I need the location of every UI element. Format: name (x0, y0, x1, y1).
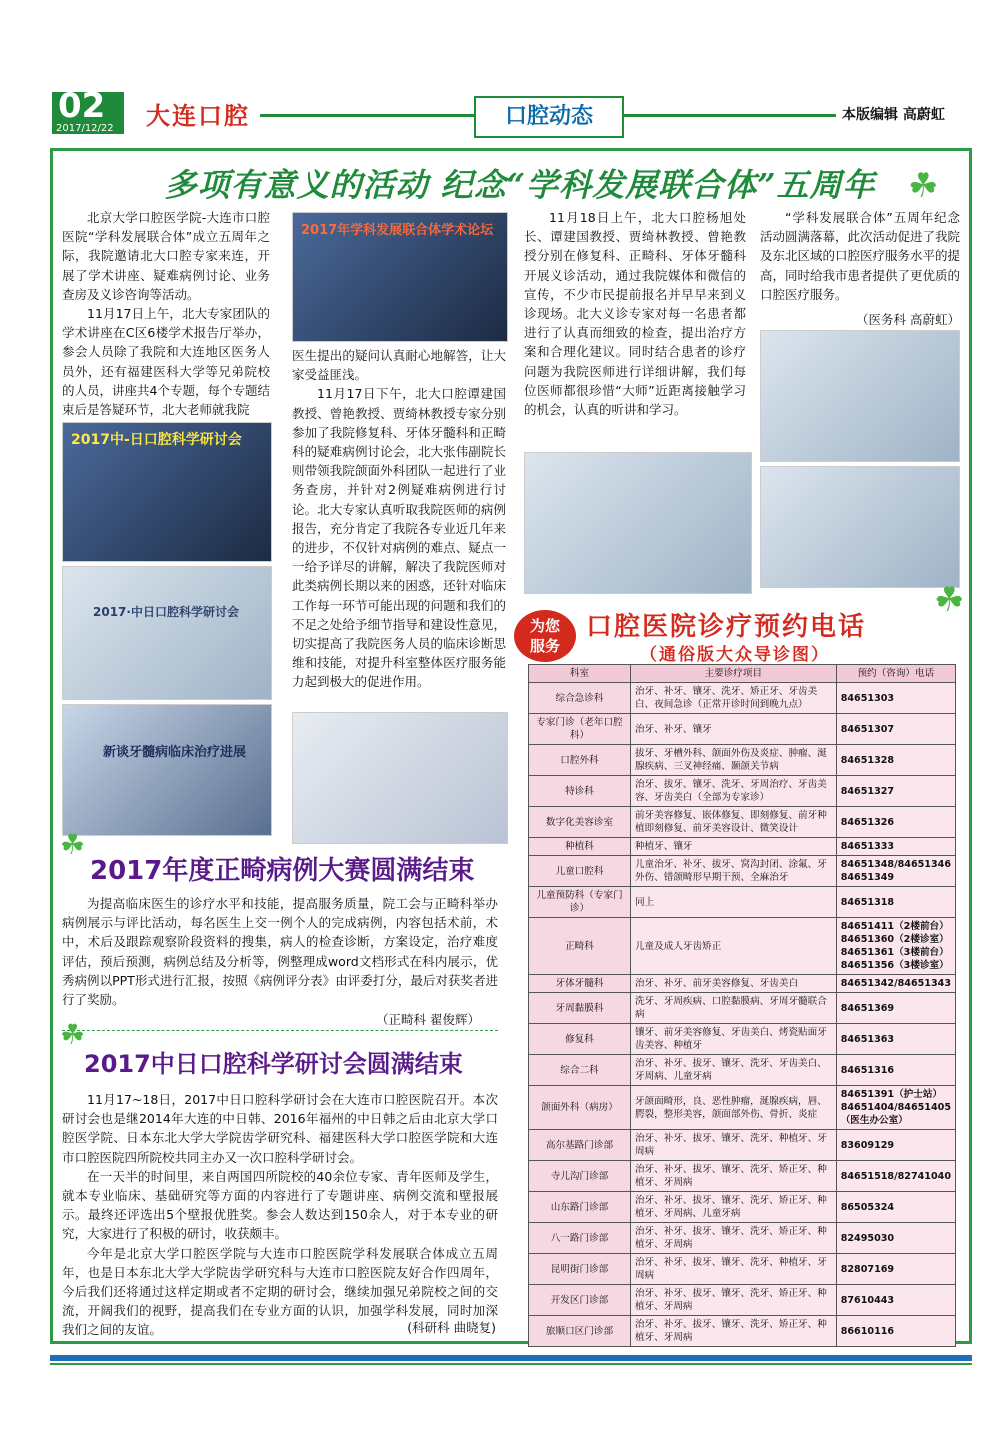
clover-icon: ☘ (934, 580, 965, 620)
issue-date: 2017/12/22 (56, 123, 114, 134)
schedule-cell-dept: 高尔基路门诊部 (529, 1130, 631, 1161)
schedule-cell-svc: 治牙、补牙、镶牙 (630, 714, 836, 745)
article1-col3 (524, 208, 746, 419)
schedule-cell-phone: 84651307 (836, 714, 955, 745)
schedule-cell-phone: 84651328 (836, 745, 955, 776)
schedule-cell-dept: 修复科 (529, 1024, 631, 1055)
schedule-row (529, 993, 956, 1024)
schedule-cell-phone: 86505324 (836, 1192, 955, 1223)
schedule-cell-svc: 治牙、补牙、前牙美容修复、牙齿美白 (630, 975, 836, 993)
schedule-cell-dept: 开发区门诊部 (529, 1285, 631, 1316)
article1-signature: （医务科 高蔚虹） (856, 312, 960, 327)
schedule-row (529, 1254, 956, 1285)
clover-icon: ☘ (60, 1018, 86, 1051)
schedule-cell-dept: 寺儿沟门诊部 (529, 1161, 631, 1192)
photo-clinic-team (760, 466, 960, 588)
photo-caption: 新谈牙髓病临床治疗进展 (103, 745, 247, 760)
schedule-row (529, 887, 956, 918)
schedule-cell-svc: 种植牙、镶牙 (630, 838, 836, 856)
schedule-cell-dept: 综合二科 (529, 1055, 631, 1086)
schedule-subtitle: （通俗版大众导诊图） (640, 645, 830, 665)
schedule-table-wrap (528, 664, 956, 1347)
schedule-cell-dept: 牙体牙髓科 (529, 975, 631, 993)
photo-forum (292, 212, 508, 342)
schedule-cell-phone: 84651327 (836, 776, 955, 807)
schedule-cell-dept: 昆明街门诊部 (529, 1254, 631, 1285)
schedule-cell-dept: 儿童预防科（专家门诊） (529, 887, 631, 918)
schedule-cell-dept: 综合急诊科 (529, 683, 631, 714)
schedule-cell-svc: 治牙、补牙、拔牙、镶牙、洗牙、矫正牙、种植牙、牙周病 (630, 1285, 836, 1316)
section-title: 口腔动态 (474, 96, 624, 138)
schedule-row (529, 745, 956, 776)
schedule-cell-svc: 同上 (630, 887, 836, 918)
service-badge-line1: 为您 (529, 617, 560, 635)
schedule-row (529, 1086, 956, 1130)
schedule-cell-phone: 84651326 (836, 807, 955, 838)
schedule-cell-svc: 洗牙、牙周疾病、口腔黏膜病、牙周牙髓联合病 (630, 993, 836, 1024)
schedule-cell-phone: 84651369 (836, 993, 955, 1024)
footer-bar-thin (50, 1363, 972, 1365)
article3-signature: (科研科 曲晓复) (407, 1320, 496, 1335)
schedule-cell-phone: 87610443 (836, 1285, 955, 1316)
schedule-cell-dept: 数字化美容诊室 (529, 807, 631, 838)
article3-p1: 11月17~18日，2017中日口腔科学研讨会在大连市口腔医院召开。本次研讨会也是继2014年大连的中日韩、2016年福州的中日韩之后由北京大学口腔医学院、日本东北大学大学院齿学研究科、福建医科大学口腔医学院和大连市口腔医院四所院校共同主办又一次口腔科学研讨会。 (62, 1092, 498, 1165)
clover-icon: ☘ (60, 828, 86, 861)
schedule-cell-dept: 旅顺口区门诊部 (529, 1316, 631, 1347)
editor-credit: 本版编辑 高蔚虹 (842, 107, 945, 123)
photo-caption: 2017·中日口腔科学研讨会 (93, 605, 239, 619)
schedule-cell-svc: 前牙美容修复、嵌体修复、即刻修复、前牙种植即刻修复、前牙美容设计、微笑设计 (630, 807, 836, 838)
schedule-row (529, 1316, 956, 1347)
schedule-cell-dept: 牙周黏膜科 (529, 993, 631, 1024)
schedule-row (529, 1223, 956, 1254)
schedule-row (529, 856, 956, 887)
schedule-cell-phone: 84651303 (836, 683, 955, 714)
photo-symposium-banner (62, 566, 272, 700)
schedule-cell-svc: 镶牙、前牙美容修复、牙齿美白、烤瓷贴面牙齿美容、种植牙 (630, 1024, 836, 1055)
article1-col4 (760, 208, 960, 304)
schedule-cell-svc: 儿童治牙、补牙、拔牙、窝沟封闭、涂氟、牙外伤、错颌畸形早期干预、全麻治牙 (630, 856, 836, 887)
schedule-cell-phone: 84651411（2楼前台） 84651360（2楼诊室） 84651361（3楼前台） 84651356（3楼诊室） (836, 918, 955, 975)
article3-body (62, 1090, 498, 1340)
footer-bar (50, 1355, 972, 1361)
article3-title: 2017中日口腔科学研讨会圆满结束 (84, 1050, 463, 1078)
schedule-cell-phone: 82495030 (836, 1223, 955, 1254)
photo-endo-lecture (62, 704, 272, 836)
schedule-cell-svc: 儿童及成人牙齿矫正 (630, 918, 836, 975)
schedule-cell-dept: 颌面外科（病房） (529, 1086, 631, 1130)
schedule-row (529, 918, 956, 975)
clover-icon: ☘ (908, 166, 939, 206)
header-rule-right (620, 114, 836, 117)
section-divider (62, 1030, 498, 1032)
schedule-cell-svc: 治牙、补牙、拔牙、镶牙、洗牙、牙齿美白、牙周病、儿童牙病 (630, 1055, 836, 1086)
schedule-cell-phone: 84651348/84651346 84651349 (836, 856, 955, 887)
schedule-cell-phone: 84651391（护士站） 84651404/84651405 （医生办公室） (836, 1086, 955, 1130)
schedule-row (529, 1055, 956, 1086)
photo-caption: 2017年学科发展联合体学术论坛 (301, 223, 494, 238)
schedule-cell-dept: 专家门诊（老年口腔科） (529, 714, 631, 745)
schedule-cell-phone: 86610116 (836, 1316, 955, 1347)
schedule-row (529, 1161, 956, 1192)
header-rule-left (260, 114, 474, 117)
schedule-cell-dept: 特诊科 (529, 776, 631, 807)
schedule-row (529, 1285, 956, 1316)
service-badge (514, 610, 576, 662)
photo-clinic-consultation (524, 452, 752, 594)
article1-col2-p1: 医生提出的疑问认真耐心地解答，让大家受益匪浅。 (292, 348, 506, 383)
article2-signature: （正畸科 翟俊辉） (376, 1012, 480, 1027)
schedule-cell-svc: 治牙、补牙、拔牙、镶牙、洗牙、矫正牙、种植牙、牙周病 (630, 1161, 836, 1192)
article1-col1-p1: 北京大学口腔医学院-大连市口腔医院“学科发展联合体”成立五周年之际，我院邀请北大口腔专家来连，开展了学术讲座、疑难病例讨论、业务查房及义诊咨询等活动。 (62, 210, 270, 302)
article3-p2: 在一天半的时间里，来自两国四所院校的40余位专家、青年医师及学生，就本专业临床、基础研究等方面的内容进行了专题讲座、病例交流和壁报展示。最终还评选出5个壁报优胜奖。参会人数达到150余人，对于本专业的研究，大家进行了积极的研讨，收获颇丰。 (62, 1168, 498, 1242)
photo-dental-exam (760, 330, 960, 462)
photo-caption: 2017中-日口腔科学研讨会 (71, 432, 242, 448)
schedule-row (529, 838, 956, 856)
photo-symposium-stage (62, 422, 272, 562)
article1-col1-p2: 11月17日上午，北大专家团队的学术讲座在C区6楼学术报告厅举办，参会人员除了我院和大连地区医务人员外，还有福建医科大学等兄弟院校的人员，讲座共4个专题，每个专题结束后是答疑环节，北大老师就我院 (62, 306, 270, 418)
schedule-cell-svc: 牙颌面畸形，良、恶性肿瘤，涎腺疾病，唇、腭裂，整形美容，颌面部外伤、骨折、炎症 (630, 1086, 836, 1130)
schedule-row (529, 714, 956, 745)
schedule-cell-dept: 儿童口腔科 (529, 856, 631, 887)
article2-title: 2017年度正畸病例大赛圆满结束 (90, 856, 475, 886)
schedule-cell-phone: 84651316 (836, 1055, 955, 1086)
article1-col1 (62, 208, 270, 419)
schedule-title: 口腔医院诊疗预约电话 (586, 612, 867, 642)
service-badge-line2: 服务 (529, 637, 560, 655)
schedule-cell-svc: 治牙、拔牙、镶牙、洗牙、牙周治疗、牙齿美容、牙齿美白（全部为专家诊） (630, 776, 836, 807)
schedule-cell-svc: 拔牙、牙槽外科、颌面外伤及炎症、肿瘤、涎腺疾病、三叉神经痛、颞颌关节病 (630, 745, 836, 776)
schedule-cell-dept: 山东路门诊部 (529, 1192, 631, 1223)
schedule-row (529, 776, 956, 807)
article1-title: 多项有意义的活动 纪念“学科发展联合体”五周年 (164, 166, 876, 204)
newspaper-brand: 大连口腔 (146, 101, 250, 130)
schedule-body (529, 683, 956, 1347)
schedule-table (528, 664, 956, 1347)
schedule-cell-phone: 84651363 (836, 1024, 955, 1055)
schedule-cell-phone: 83609129 (836, 1130, 955, 1161)
schedule-cell-phone: 84651318 (836, 887, 955, 918)
schedule-row (529, 1130, 956, 1161)
schedule-cell-svc: 治牙、补牙、拔牙、镶牙、洗牙、矫正牙、种植牙、牙周病 (630, 1223, 836, 1254)
schedule-cell-dept: 正畸科 (529, 918, 631, 975)
article2-body-wrap (62, 894, 498, 1009)
page-number: 02 (58, 86, 106, 126)
schedule-row (529, 975, 956, 993)
col-header-services: 主要诊疗项目 (630, 665, 836, 683)
article1-col2 (292, 346, 506, 692)
schedule-row (529, 1192, 956, 1223)
schedule-cell-svc: 治牙、补牙、拔牙、镶牙、洗牙、种植牙、牙周病 (630, 1130, 836, 1161)
schedule-row (529, 1024, 956, 1055)
schedule-cell-svc: 治牙、补牙、拔牙、镶牙、洗牙、种植牙、牙周病 (630, 1254, 836, 1285)
schedule-cell-dept: 种植科 (529, 838, 631, 856)
schedule-row (529, 683, 956, 714)
article1-col4-p1: “学科发展联合体”五周年纪念活动圆满落幕，此次活动促进了我院及东北区域的口腔医疗服务水平的提高，同时给我市患者提供了更优质的口腔医疗服务。 (760, 210, 961, 302)
article1-col3-p1: 11月18日上午，北大口腔杨旭处长、谭建国教授、贾绮林教授、曾艳教授分别在修复科、正畸科、牙体牙髓科开展义诊活动，通过我院媒体和微信的宣传，不少市民提前报名并早早来到义诊现场。北大义诊专家对每一名患者都进行了认真而细致的检查，提出治疗方案和合理化建议。同时结合患者的诊疗问题为我院医师进行详细讲解，我们每位医师都很珍惜“大师”近距离接触学习的机会，认真的听讲和学习。 (524, 210, 746, 418)
schedule-cell-svc: 治牙、补牙、镶牙、洗牙、矫正牙、牙齿美白、夜间急诊（正常开诊时间到晚九点） (630, 683, 836, 714)
schedule-row (529, 807, 956, 838)
col-header-dept: 科室 (529, 665, 631, 683)
photo-ward-round (292, 712, 508, 844)
schedule-cell-svc: 治牙、补牙、拔牙、镶牙、洗牙、矫正牙、种植牙、牙周病 (630, 1316, 836, 1347)
schedule-cell-phone: 84651342/84651343 (836, 975, 955, 993)
col-header-phone: 预约（咨询）电话 (836, 665, 955, 683)
article2-body: 为提高临床医生的诊疗水平和技能，提高服务质量，院工会与正畸科举办病例展示与评比活动，每名医生上交一例个人的完成病例，内容包括术前，术中，术后及跟踪观察阶段资料的搜集，病人的检查诊断，方案设定，治疗难度评估，预后预测，病例总结及分析等，例整理成word文档形式在科内展示，优秀病例以PPT形式进行汇报，按照《病例评分表》由评委打分，最后对获奖者进行了奖励。 (62, 896, 498, 1008)
schedule-cell-phone: 84651518/82741040 (836, 1161, 955, 1192)
schedule-cell-dept: 口腔外科 (529, 745, 631, 776)
schedule-cell-svc: 治牙、补牙、拔牙、镶牙、洗牙、矫正牙、种植牙、牙周病、儿童牙病 (630, 1192, 836, 1223)
schedule-header-row (529, 665, 956, 683)
schedule-cell-dept: 八一路门诊部 (529, 1223, 631, 1254)
article1-col2-p2: 11月17日下午，北大口腔谭建国教授、曾艳教授、贾绮林教授专家分别参加了我院修复科、牙体牙髓科和正畸科的疑难病例讨论会，北大张伟副院长则带领我院颌面外科团队一起进行了业务查房，并针对2例疑难病例进行讨论。北大专家认真听取我院医师的病例报告，充分肯定了我院各专业近几年来的进步，不仅针对病例的难点、疑点一一给予详尽的讲解，解决了我院医师对此类病例长期以来的困惑，还针对临床工作每一环节可能出现的问题和我们的不足之处给予细节指导和建设性意见，切实提高了我院医务人员的临床诊断思维和技能，对提升科室整体医疗服务能力起到极大的促进作用。 (292, 386, 506, 690)
schedule-cell-phone: 84651333 (836, 838, 955, 856)
article3-p3: 今年是北京大学口腔医学院与大连市口腔医院学科发展联合体成立五周年，也是日本东北大学大学院齿学研究科与大连市口腔医院友好合作四周年，今后我们还将通过这样定期或者不定期的研讨会，继续加强兄弟院校之间的交流，开阔我们的视野，提高我们在专业方面的认识，加强学科发展，同时加深我们之间的友谊。 (62, 1245, 498, 1338)
schedule-cell-phone: 82807169 (836, 1254, 955, 1285)
